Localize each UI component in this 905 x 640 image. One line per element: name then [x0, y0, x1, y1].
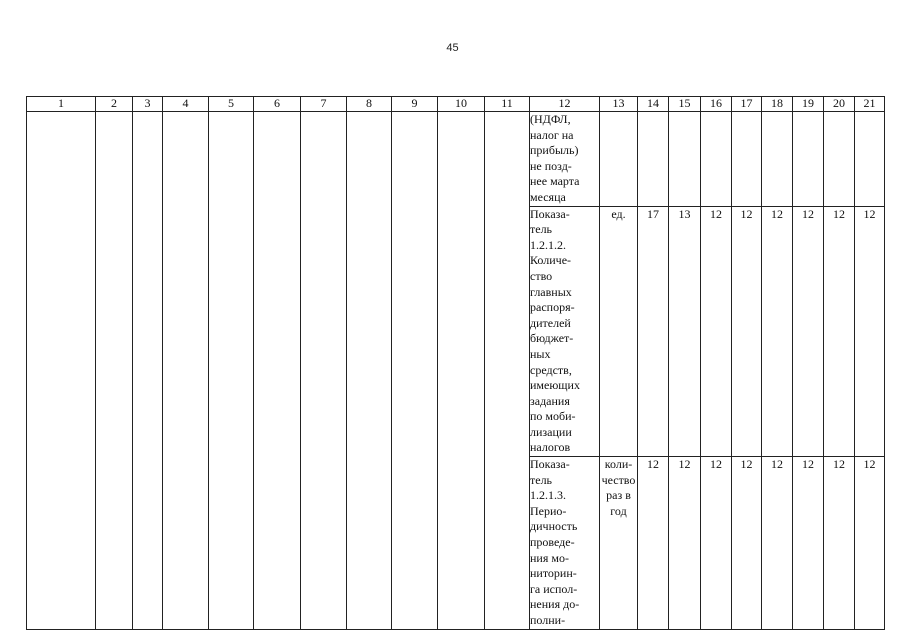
- value-cell: 12: [638, 457, 669, 630]
- value-cell: 12: [732, 206, 762, 457]
- column-header: 6: [254, 97, 301, 112]
- value-cell: 12: [793, 457, 824, 630]
- table-cell: [347, 112, 392, 630]
- value-cell: 12: [762, 206, 793, 457]
- column-header: 18: [762, 97, 793, 112]
- column-header: 7: [301, 97, 347, 112]
- column-header: 11: [485, 97, 530, 112]
- value-cell: 12: [793, 206, 824, 457]
- value-cell: [638, 112, 669, 207]
- value-cell: [824, 112, 855, 207]
- table-cell: [485, 112, 530, 630]
- value-cell: 12: [824, 206, 855, 457]
- column-header: 17: [732, 97, 762, 112]
- column-header: 3: [133, 97, 163, 112]
- column-header: 13: [600, 97, 638, 112]
- value-cell: [701, 112, 732, 207]
- table-cell: [133, 112, 163, 630]
- column-header: 4: [163, 97, 209, 112]
- table-cell: [392, 112, 438, 630]
- value-cell: 17: [638, 206, 669, 457]
- column-header: 10: [438, 97, 485, 112]
- value-cell: 12: [855, 457, 885, 630]
- indicator-text: Показа- тель 1.2.1.3. Перио- дичность проведе- ния мо- ниторин- га испол- нения до- полни-: [530, 457, 600, 630]
- page-number: 45: [446, 42, 459, 54]
- indicator-text: Показа- тель 1.2.1.2. Количе- ство главных распоря- дителей бюджет- ных средств, имеющих задания по моби- лизации налогов: [530, 206, 600, 457]
- value-cell: [762, 112, 793, 207]
- table-cell: [301, 112, 347, 630]
- value-cell: [855, 112, 885, 207]
- column-number-row: [27, 97, 885, 112]
- column-header: 12: [530, 97, 600, 112]
- column-header: 5: [209, 97, 254, 112]
- table-row: [27, 112, 885, 207]
- column-header: 2: [96, 97, 133, 112]
- table-cell: [254, 112, 301, 630]
- value-cell: 13: [669, 206, 701, 457]
- table-cell: [209, 112, 254, 630]
- table-cell: [163, 112, 209, 630]
- value-cell: 12: [762, 457, 793, 630]
- indicator-text: (НДФЛ, налог на прибыль) не позд- нее марта месяца: [530, 112, 600, 207]
- unit-cell: ед.: [600, 206, 638, 457]
- value-cell: 12: [701, 206, 732, 457]
- column-header: 1: [27, 97, 96, 112]
- unit-cell: [600, 112, 638, 207]
- column-header: 9: [392, 97, 438, 112]
- value-cell: [732, 112, 762, 207]
- column-header: 19: [793, 97, 824, 112]
- value-cell: 12: [669, 457, 701, 630]
- column-header: 15: [669, 97, 701, 112]
- unit-cell: коли- чество раз в год: [600, 457, 638, 630]
- value-cell: 12: [732, 457, 762, 630]
- value-cell: [669, 112, 701, 207]
- value-cell: [793, 112, 824, 207]
- value-cell: 12: [855, 206, 885, 457]
- column-header: 14: [638, 97, 669, 112]
- table-cell: [27, 112, 96, 630]
- value-cell: 12: [824, 457, 855, 630]
- column-header: 16: [701, 97, 732, 112]
- table-cell: [438, 112, 485, 630]
- value-cell: 12: [701, 457, 732, 630]
- indicator-table: [26, 96, 885, 630]
- column-header: 8: [347, 97, 392, 112]
- column-header: 20: [824, 97, 855, 112]
- column-header: 21: [855, 97, 885, 112]
- table-cell: [96, 112, 133, 630]
